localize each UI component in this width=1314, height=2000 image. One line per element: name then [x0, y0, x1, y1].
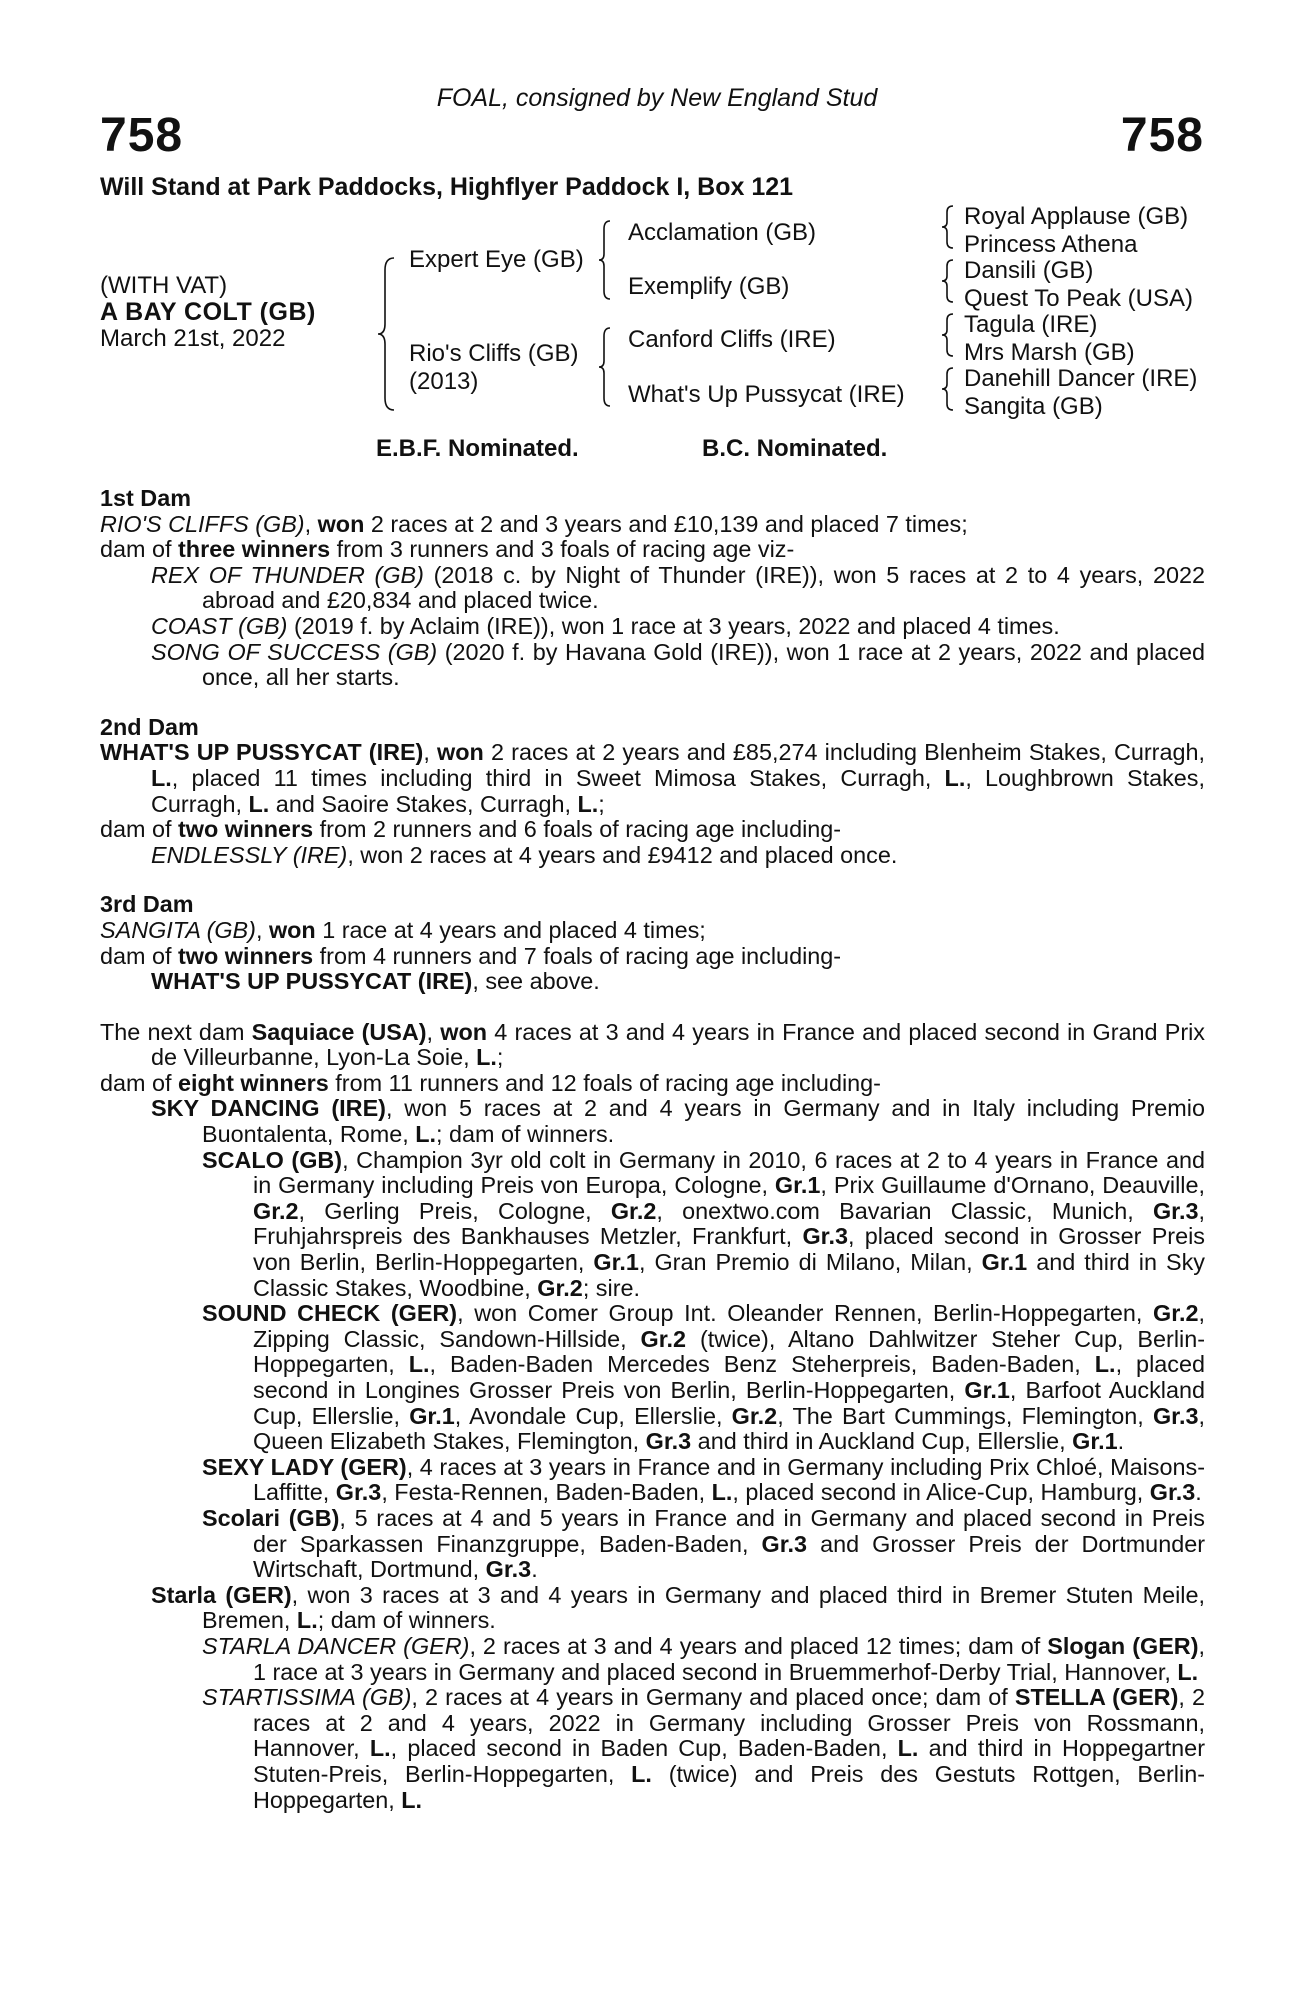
third-dam-section — [100, 918, 1205, 995]
third-dam-entry — [100, 918, 1205, 944]
dam: Rio's Cliffs (GB) — [409, 340, 579, 367]
bold-text: Gr.1 — [964, 1377, 1010, 1403]
bold-text: SOUND CHECK (GER) — [202, 1300, 458, 1327]
second-dam-heading: 2nd Dam — [100, 713, 199, 740]
bold-text: L. — [1094, 1351, 1116, 1378]
bold-text: Gr.1 — [409, 1402, 455, 1429]
next-dam-entry — [100, 1301, 1205, 1455]
text-run: , — [426, 1018, 441, 1045]
bold-text: Gr.3 — [645, 1428, 692, 1455]
next-dam-section — [100, 1020, 1205, 1813]
text-run: ; sire. — [582, 1274, 640, 1301]
dam-dam: What's Up Pussycat (IRE) — [628, 381, 905, 408]
next-dam-entry — [100, 1583, 1205, 1634]
third-dam-entry — [100, 944, 1205, 970]
italic-text: REX OF THUNDER (GB) — [151, 561, 424, 588]
text-run: , won 2 races at 4 years and £9412 and placed once. — [347, 841, 898, 868]
bc-nomination: B.C. Nominated. — [702, 435, 888, 462]
text-run: dam of — [100, 816, 179, 843]
text-run: (twice) and Preis des Gestuts Rottgen, Berlin-Hoppegarten, — [253, 1760, 1205, 1813]
text-run: , Gran Premio di Milano, Milan, — [638, 1249, 982, 1276]
bold-text: L. — [401, 1786, 423, 1813]
stand-location: Will Stand at Park Paddocks, Highflyer Paddock I, Box 121 — [100, 173, 794, 201]
gg-8: Sangita (GB) — [964, 393, 1103, 420]
bold-text: Gr.1 — [981, 1249, 1028, 1276]
bold-text: L. — [631, 1760, 652, 1787]
bold-text: Gr.2 — [1153, 1300, 1199, 1327]
text-run: , placed second in Baden Cup, Baden-Baden, — [390, 1735, 898, 1762]
gg-2: Princess Athena — [964, 231, 1138, 258]
bold-text: won — [437, 739, 484, 766]
text-run: , 2 races at 4 years in Germany and placed once; dam of — [411, 1684, 1015, 1711]
italic-text: RIO'S CLIFFS (GB) — [100, 510, 305, 537]
pedigree-brace-sire — [597, 219, 613, 301]
next-dam-entry — [100, 1020, 1205, 1071]
text-run: . — [1117, 1428, 1125, 1455]
text-run: , Festa-Rennen, Baden-Baden, — [381, 1479, 712, 1506]
ebf-nomination: E.B.F. Nominated. — [376, 435, 579, 462]
horse-name: A BAY COLT (GB) — [100, 298, 316, 326]
text-run: , placed second in Grosser Preis von Berlin, Berlin-Hoppegarten, — [253, 1223, 1205, 1276]
text-run: , 5 races at 4 and 5 years in France and in Germany and placed second in Preis der Sparkassen Finanzgruppe, Baden-Baden, — [253, 1504, 1206, 1557]
bold-text: Gr.2 — [537, 1274, 583, 1301]
sire-sire: Acclamation (GB) — [628, 219, 817, 246]
text-run: (2020 f. by Havana Gold (IRE)), won 1 race at 2 years, 2022 and placed once, all her starts. — [202, 638, 1205, 691]
text-run: , Champion 3yr old colt in Germany in 2010, 6 races at 2 to 4 years in France and in Germany including Preis von Europa, Cologne, — [253, 1146, 1205, 1199]
text-run: dam of — [100, 536, 179, 563]
lot-number-right: 758 — [1120, 109, 1204, 162]
bold-text: eight winners — [178, 1069, 329, 1096]
italic-text: STARLA DANCER (GER) — [202, 1632, 470, 1659]
text-run: , Fruhjahrspreis des Bankhauses Metzler, Frankfurt, — [253, 1197, 1205, 1250]
first-dam-entry — [100, 512, 1205, 538]
text-run: , Zipping Classic, Sandown-Hillside, — [253, 1300, 1206, 1352]
text-run: , 4 races at 3 years in France and in Germany including Prix Chloé, Maisons-Laffitte, — [253, 1453, 1205, 1506]
bold-text: Gr.3 — [802, 1223, 848, 1250]
bold-text: Gr.3 — [1149, 1479, 1196, 1506]
next-dam-entry — [100, 1148, 1205, 1302]
bold-text: Gr.1 — [774, 1172, 821, 1199]
text-run: and Saoire Stakes, Curragh, — [269, 790, 578, 817]
text-run: , Queen Elizabeth Stakes, Flemington, — [253, 1402, 1205, 1455]
bold-text: L. — [151, 764, 172, 791]
text-run: from 2 runners and 6 foals of racing age including- — [313, 816, 842, 843]
bold-text: Gr.3 — [761, 1530, 808, 1557]
second-dam-entry — [100, 817, 1205, 843]
text-run: ; dam of winners. — [436, 1121, 615, 1148]
bold-text: Slogan (GER) — [1047, 1632, 1199, 1659]
bold-text: Gr.3 — [1152, 1402, 1199, 1429]
bold-text: won — [268, 916, 316, 943]
next-dam-entry — [100, 1685, 1205, 1813]
text-run: from 11 runners and 12 foals of racing age including- — [328, 1069, 881, 1096]
italic-text: STARTISSIMA (GB) — [202, 1684, 412, 1711]
text-run: , Gerling Preis, Cologne, — [298, 1197, 611, 1224]
text-run: and Grosser Preis der Dortmunder Wirtschaft, Dortmund, — [253, 1530, 1206, 1583]
bold-text: won — [317, 510, 365, 537]
bold-text: L. — [369, 1735, 391, 1762]
bold-text: L. — [408, 1351, 430, 1378]
italic-text: ENDLESSLY (IRE) — [151, 841, 348, 868]
pedigree-brace-dam — [597, 326, 613, 408]
first-dam-entry — [100, 537, 1205, 563]
next-dam-entry — [100, 1506, 1205, 1583]
bold-text: SCALO (GB) — [202, 1146, 343, 1173]
gg-6: Mrs Marsh (GB) — [964, 339, 1135, 366]
bold-text: L. — [415, 1121, 437, 1148]
text-run: , placed second in Alice-Cup, Hamburg, — [732, 1479, 1150, 1506]
next-dam-entry — [100, 1096, 1205, 1147]
text-run: , see above. — [472, 968, 600, 995]
text-run: ; — [598, 790, 605, 817]
family-notes — [100, 486, 1205, 1813]
text-run: , won Comer Group Int. Oleander Rennen, Berlin-Hoppegarten, — [457, 1300, 1153, 1327]
italic-text: SONG OF SUCCESS (GB) — [151, 638, 438, 665]
sire-dam: Exemplify (GB) — [628, 273, 790, 300]
text-run: 2 races at 2 years and £85,274 including Blenheim Stakes, Curragh, — [483, 739, 1205, 766]
bold-text: L. — [476, 1044, 497, 1071]
text-run: ; — [496, 1044, 504, 1071]
text-run: . — [531, 1556, 538, 1583]
text-run: from 3 runners and 3 foals of racing age viz- — [330, 536, 795, 563]
bold-text: L. — [296, 1607, 318, 1634]
bold-text: Gr.3 — [1152, 1197, 1199, 1224]
gg-7: Danehill Dancer (IRE) — [964, 365, 1198, 392]
text-run: and third in Sky Classic Stakes, Woodbine, — [253, 1249, 1205, 1301]
bold-text: L. — [577, 790, 599, 817]
bold-text: Gr.3 — [485, 1556, 532, 1583]
vat-note: (WITH VAT) — [100, 272, 228, 299]
bold-text: Gr.2 — [731, 1402, 778, 1429]
text-run: 4 races at 3 and 4 years in France and placed second in Grand Prix de Villeurbanne, Lyon-La Soie, — [151, 1018, 1206, 1071]
first-dam-entry — [100, 563, 1205, 614]
text-run: , onextwo.com Bavarian Classic, Munich, — [656, 1197, 1153, 1224]
bold-text: L. — [897, 1735, 919, 1762]
italic-text: SANGITA (GB) — [100, 916, 256, 943]
next-dam-entry — [100, 1071, 1205, 1097]
pedigree-brace-g2 — [940, 258, 956, 304]
bold-text: Gr.2 — [640, 1325, 687, 1352]
bold-text: Saquiace (USA) — [251, 1018, 427, 1045]
pedigree-brace-g3 — [940, 312, 956, 358]
bold-text: L. — [711, 1479, 733, 1506]
text-run: (twice), Altano Dahlwitzer Steher Cup, Berlin-Hoppegarten, — [253, 1325, 1206, 1378]
text-run: (2018 c. by Night of Thunder (IRE)), won 5 races at 2 to 4 years, 2022 abroad and £20,834 and placed twice. — [202, 561, 1205, 614]
bold-text: WHAT'S UP PUSSYCAT (IRE) — [100, 739, 424, 766]
next-dam-entry — [100, 1634, 1205, 1685]
text-run: , Barfoot Auckland Cup, Ellerslie, — [253, 1377, 1205, 1429]
text-run: , The Bart Cummings, Flemington, — [777, 1402, 1153, 1429]
dam-year: (2013) — [409, 368, 479, 395]
sire: Expert Eye (GB) — [409, 246, 584, 273]
bold-text: L. — [944, 764, 966, 791]
text-run: 1 race at 4 years and placed 4 times; — [315, 916, 706, 943]
second-dam-entry — [100, 843, 1205, 869]
bold-text: Gr.1 — [1072, 1428, 1118, 1455]
pedigree-brace-main — [376, 256, 398, 412]
bold-text: L. — [248, 790, 270, 817]
text-run: , placed second in Longines Grosser Preis von Berlin, Berlin-Hoppegarten, — [253, 1351, 1205, 1403]
text-run: , placed 11 times including third in Sweet Mimosa Stakes, Curragh, — [171, 764, 945, 791]
text-run: , won 5 races at 2 and 4 years in Germany and in Italy including Premio Buontalenta, Rome, — [202, 1095, 1205, 1148]
text-run: , — [304, 510, 318, 537]
first-dam-heading: 1st Dam — [100, 485, 192, 511]
second-dam-section — [100, 740, 1205, 868]
italic-text: COAST (GB) — [151, 612, 288, 639]
text-run: , won 3 races at 3 and 4 years in Germany and placed third in Bremer Stuten Meile, Bremen, — [202, 1581, 1205, 1634]
gg-3: Dansili (GB) — [964, 257, 1094, 284]
dam-sire: Canford Cliffs (IRE) — [628, 326, 836, 353]
bold-text: Gr.2 — [253, 1197, 299, 1224]
text-run: , Prix Guillaume d'Ornano, Deauville, — [820, 1172, 1205, 1199]
pedigree-brace-g4 — [940, 366, 956, 412]
text-run: , Baden-Baden Mercedes Benz Steherpreis, Baden-Baden, — [429, 1351, 1095, 1378]
bold-text: L. — [1177, 1658, 1199, 1685]
text-run: dam of — [100, 1069, 179, 1096]
first-dam-section — [100, 512, 1205, 691]
text-run: 2 races at 2 and 3 years and £10,139 and placed 7 times; — [364, 510, 968, 537]
bold-text: WHAT'S UP PUSSYCAT (IRE) — [151, 968, 473, 995]
bold-text: SKY DANCING (IRE) — [151, 1095, 386, 1122]
third-dam-heading: 3rd Dam — [100, 891, 194, 918]
foaling-date: March 21st, 2022 — [100, 325, 286, 352]
text-run: , 2 races at 3 and 4 years and placed 12 times; dam of — [469, 1632, 1048, 1659]
bold-text: Gr.2 — [610, 1197, 657, 1224]
text-run: (2019 f. by Aclaim (IRE)), won 1 race at 3 years, 2022 and placed 4 times. — [287, 612, 1060, 639]
gg-1: Royal Applause (GB) — [964, 203, 1189, 230]
text-run: dam of — [100, 942, 179, 969]
bold-text: Gr.1 — [593, 1249, 639, 1276]
text-run: and third in Auckland Cup, Ellerslie, — [691, 1428, 1073, 1455]
text-run: and third in Hoppegartner Stuten-Preis, Berlin-Hoppegarten, — [253, 1735, 1205, 1787]
text-run: ; dam of winners. — [317, 1607, 496, 1634]
first-dam-entry — [100, 640, 1205, 691]
text-run: . — [1195, 1479, 1202, 1506]
bold-text: Gr.3 — [335, 1479, 382, 1506]
first-dam-entry — [100, 614, 1205, 640]
gg-5: Tagula (IRE) — [964, 311, 1098, 338]
bold-text: SEXY LADY (GER) — [202, 1453, 407, 1480]
text-run: , 1 race at 3 years in Germany and placed second in Bruemmerhof-Derby Trial, Hannover, — [253, 1632, 1205, 1685]
third-dam-entry — [100, 969, 1205, 995]
text-run: from 4 runners and 7 foals of racing age including- — [313, 942, 842, 969]
pedigree-brace-g1 — [940, 204, 956, 250]
bold-text: two winners — [178, 942, 314, 969]
next-dam-entry — [100, 1455, 1205, 1506]
text-run: , Loughbrown Stakes, Curragh, — [151, 764, 1205, 817]
bold-text: three winners — [178, 536, 331, 563]
text-run: , — [255, 916, 269, 943]
bold-text: two winners — [178, 816, 314, 843]
second-dam-entry — [100, 740, 1205, 817]
lot-number-left: 758 — [100, 109, 184, 162]
text-run: , — [423, 739, 438, 766]
bold-text: won — [440, 1018, 488, 1045]
bold-text: Scolari (GB) — [202, 1504, 340, 1531]
bold-text: STELLA (GER) — [1014, 1684, 1179, 1711]
consignment-line: FOAL, consigned by New England Stud — [436, 84, 878, 112]
gg-4: Quest To Peak (USA) — [964, 285, 1193, 312]
bold-text: Starla (GER) — [151, 1581, 292, 1608]
text-run: , 2 races at 2 and 4 years, 2022 in Germany including Grosser Preis von Rossmann, Hannover, — [253, 1684, 1205, 1762]
text-run: , Avondale Cup, Ellerslie, — [454, 1402, 732, 1429]
text-run: The next dam — [100, 1018, 252, 1045]
